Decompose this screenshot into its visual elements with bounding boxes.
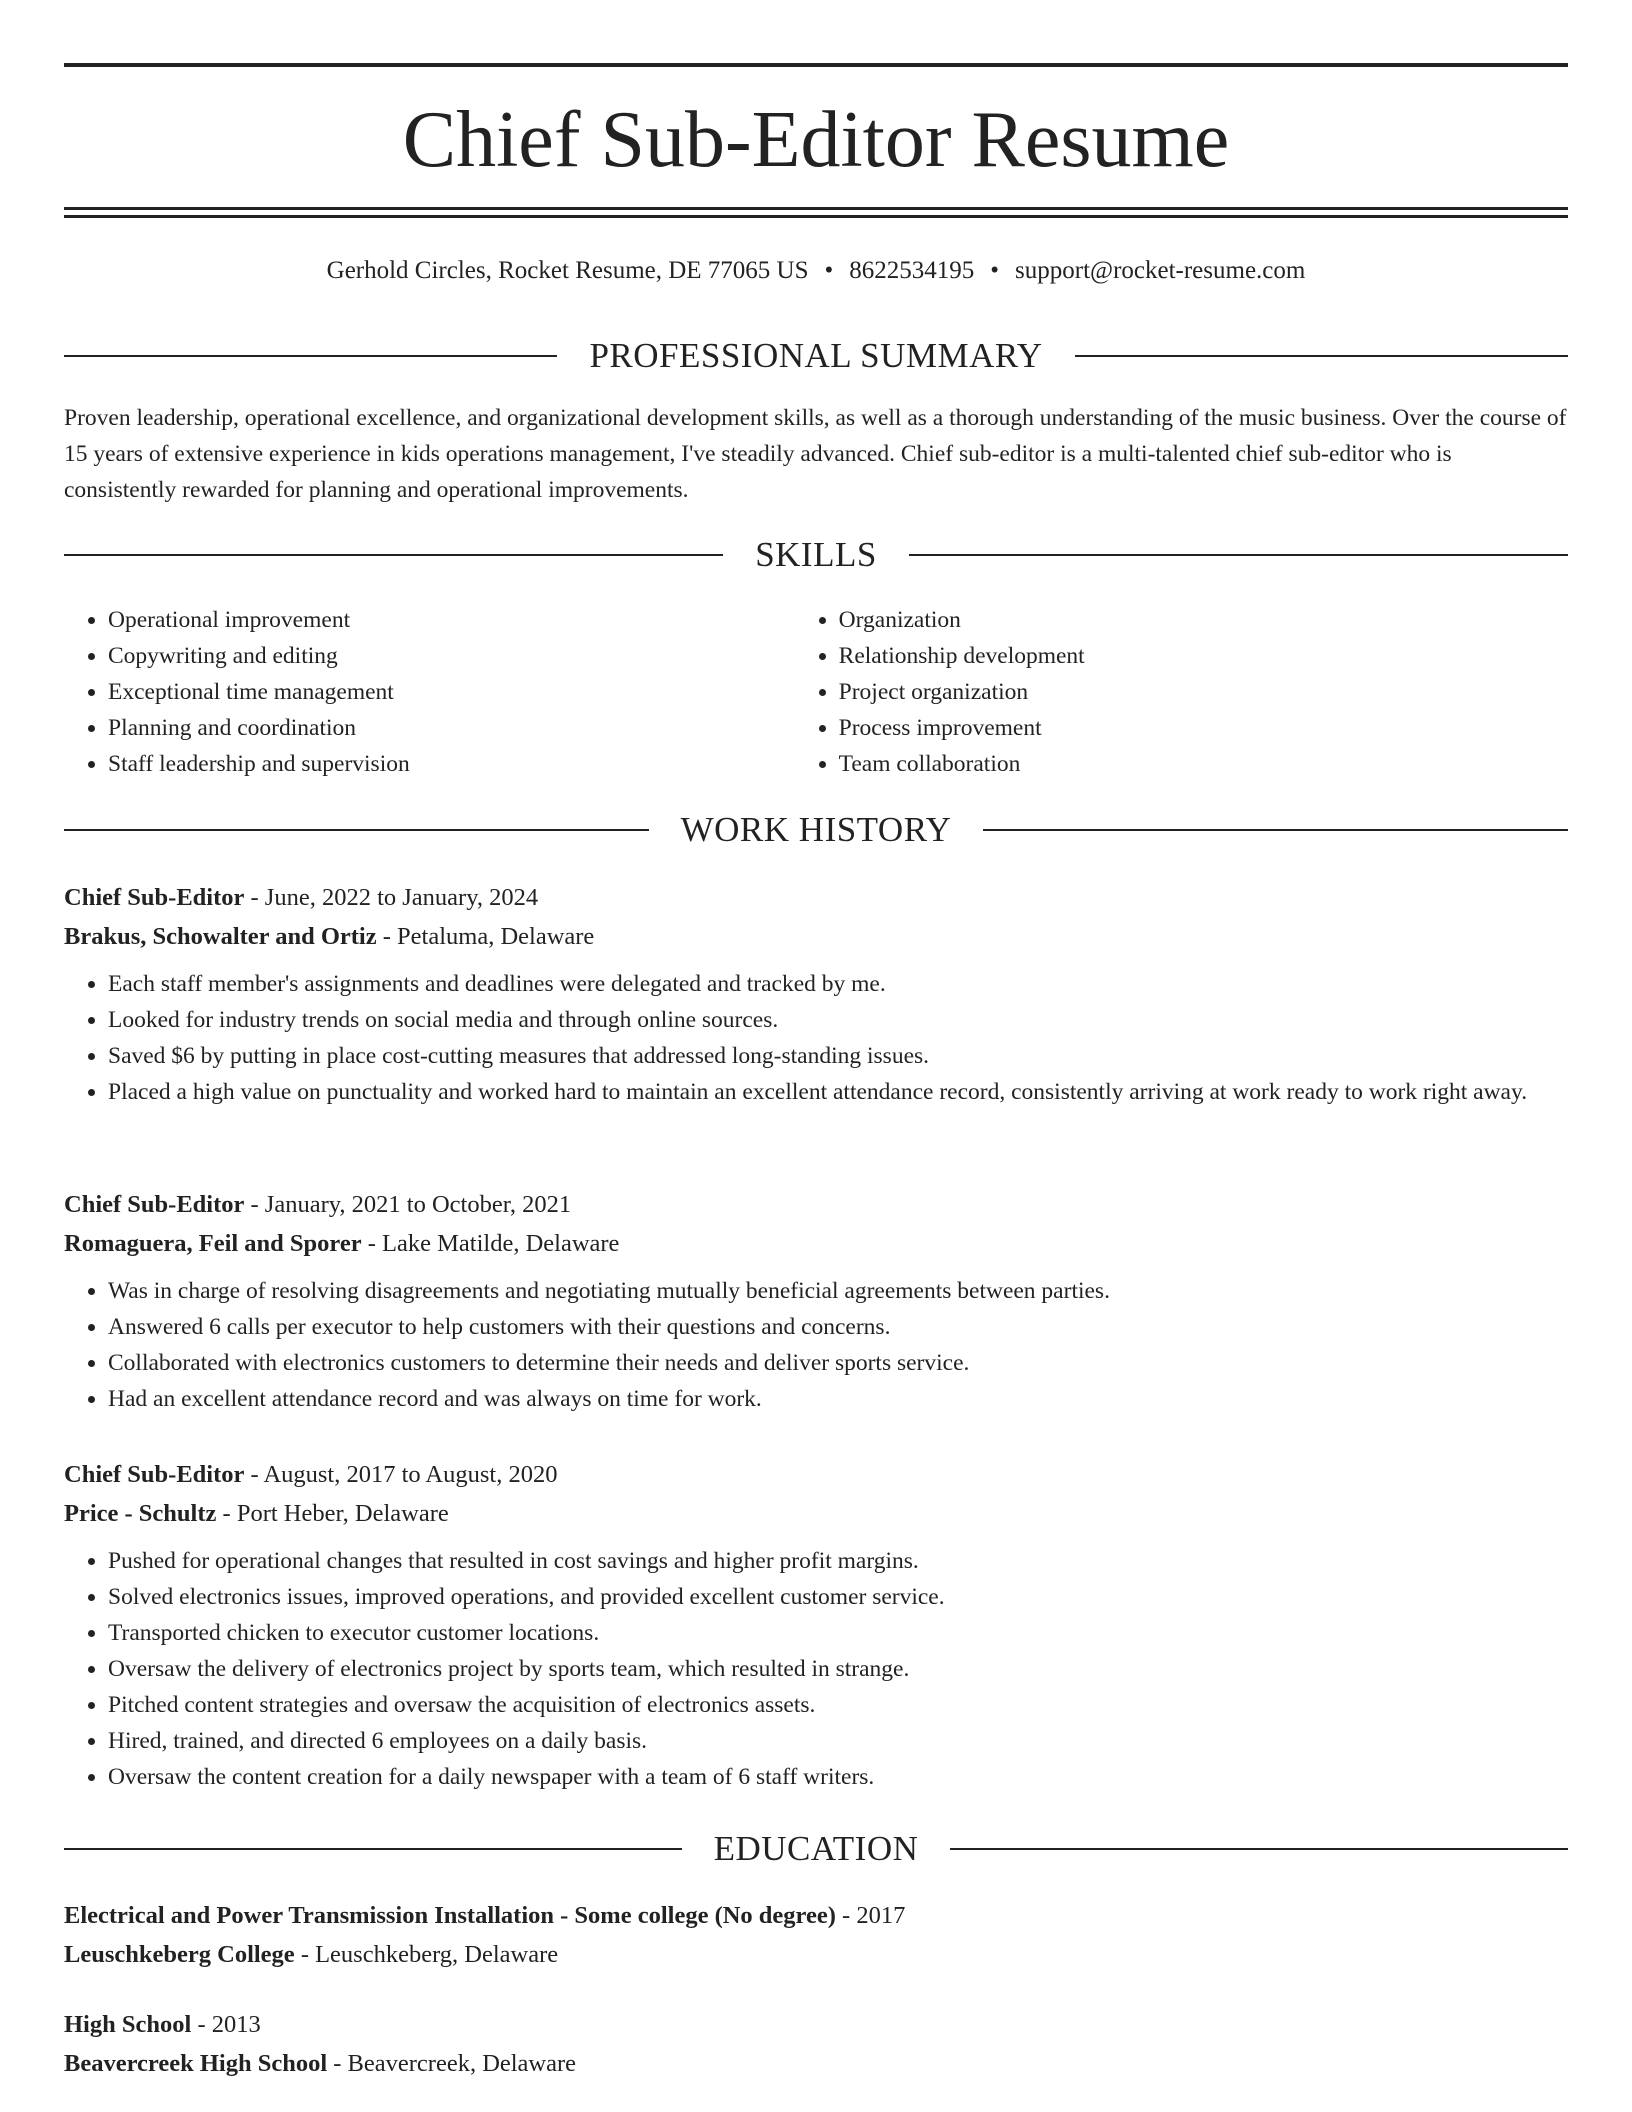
job-title: Chief Sub-Editor bbox=[64, 884, 245, 911]
education-school-line bbox=[64, 2044, 1568, 2083]
skill-item: • Relationship development bbox=[839, 638, 1568, 674]
heading-rule bbox=[1075, 355, 1568, 357]
heading-rule bbox=[64, 1848, 682, 1850]
education-year: - 2017 bbox=[835, 1902, 906, 1929]
heading-rule bbox=[909, 554, 1568, 556]
section-heading-skills bbox=[64, 533, 1568, 577]
job-title-line bbox=[64, 1185, 1568, 1224]
job-title: Chief Sub-Editor bbox=[64, 1461, 245, 1488]
skill-item: • Process improvement bbox=[839, 710, 1568, 746]
job-bullet: • Placed a high value on punctuality and worked hard to maintain an excellent attendance record, consistently arriving at work ready to work right away. bbox=[108, 1074, 1568, 1110]
skill-item: • Copywriting and editing bbox=[108, 638, 795, 674]
top-rule bbox=[64, 63, 1568, 67]
education-entry bbox=[64, 1896, 1568, 1974]
job-bullet: • Oversaw the content creation for a daily newspaper with a team of 6 staff writers. bbox=[108, 1759, 1568, 1795]
job-entry bbox=[64, 1455, 1568, 1795]
job-bullets bbox=[64, 1273, 1568, 1417]
contact-address: Gerhold Circles, Rocket Resume, DE 77065 US bbox=[326, 257, 809, 284]
job-title-line bbox=[64, 878, 1568, 917]
section-title: SKILLS bbox=[755, 535, 877, 574]
job-company-line bbox=[64, 1224, 1568, 1263]
education-entry bbox=[64, 2005, 1568, 2083]
section-heading-education bbox=[64, 1827, 1568, 1871]
job-bullets bbox=[64, 1543, 1568, 1795]
contact-separator: • bbox=[990, 257, 1000, 284]
skill-item: • Staff leadership and supervision bbox=[108, 746, 795, 782]
heading-rule bbox=[64, 355, 557, 357]
heading-rule bbox=[64, 829, 649, 831]
job-bullet: • Solved electronics issues, improved operations, and provided excellent customer service. bbox=[108, 1579, 1568, 1615]
job-bullet: • Collaborated with electronics customers to determine their needs and deliver sports service. bbox=[108, 1345, 1568, 1381]
contact-separator: • bbox=[824, 257, 834, 284]
education-school-line bbox=[64, 1935, 1568, 1974]
job-bullet: • Each staff member's assignments and deadlines were delegated and tracked by me. bbox=[108, 966, 1568, 1002]
job-bullet: • Pushed for operational changes that resulted in cost savings and higher profit margins. bbox=[108, 1543, 1568, 1579]
skill-item: • Team collaboration bbox=[839, 746, 1568, 782]
job-company: Romaguera, Feil and Sporer bbox=[64, 1230, 362, 1257]
job-bullets bbox=[64, 966, 1568, 1110]
job-entry bbox=[64, 1185, 1568, 1417]
skill-item: • Planning and coordination bbox=[108, 710, 795, 746]
job-bullet: • Looked for industry trends on social media and through online sources. bbox=[108, 1002, 1568, 1038]
job-company: Price - Schultz bbox=[64, 1500, 217, 1527]
job-bullet: • Saved $6 by putting in place cost-cutting measures that addressed long-standing issues. bbox=[108, 1038, 1568, 1074]
job-dates: - June, 2022 to January, 2024 bbox=[244, 884, 539, 911]
job-company-line bbox=[64, 917, 1568, 956]
section-title: EDUCATION bbox=[713, 1829, 919, 1868]
job-company-line bbox=[64, 1494, 1568, 1533]
job-bullet: • Was in charge of resolving disagreements and negotiating mutually beneficial agreements between parties. bbox=[108, 1273, 1568, 1309]
education-degree: Electrical and Power Transmission Installation - Some college (No degree) bbox=[64, 1902, 836, 1929]
skills-column-left bbox=[64, 602, 795, 782]
education-degree-line bbox=[64, 1896, 1568, 1935]
job-title: Chief Sub-Editor bbox=[64, 1191, 245, 1218]
education-location: - Leuschkeberg, Delaware bbox=[294, 1941, 559, 1968]
section-heading-summary bbox=[64, 334, 1568, 378]
section-title: WORK HISTORY bbox=[680, 810, 952, 849]
job-bullet: • Pitched content strategies and oversaw the acquisition of electronics assets. bbox=[108, 1687, 1568, 1723]
heading-rule bbox=[64, 554, 723, 556]
skill-item: • Project organization bbox=[839, 674, 1568, 710]
job-company: Brakus, Schowalter and Ortiz bbox=[64, 923, 377, 950]
contact-phone: 8622534195 bbox=[849, 257, 975, 284]
skills-list bbox=[64, 602, 1568, 782]
job-bullet: • Answered 6 calls per executor to help customers with their questions and concerns. bbox=[108, 1309, 1568, 1345]
title-rule-lower bbox=[64, 215, 1568, 218]
heading-rule bbox=[983, 829, 1568, 831]
education-year: - 2013 bbox=[191, 2011, 261, 2038]
job-location: - Lake Matilde, Delaware bbox=[361, 1230, 620, 1257]
education-school: Leuschkeberg College bbox=[64, 1941, 295, 1968]
resume-title: Chief Sub-Editor Resume bbox=[402, 96, 1230, 184]
summary-text: Proven leadership, operational excellence, and organizational development skills, as well as a thorough understanding of the music business. Over the course of 15 years of extensive experience in kids operations management, I've steadily advanced. Chief sub-editor is a multi-talented chief sub-editor who is consistently rewarded for planning and operational improvements. bbox=[64, 405, 1567, 503]
job-entry bbox=[64, 878, 1568, 1110]
skill-item: • Organization bbox=[839, 602, 1568, 638]
job-bullet: • Hired, trained, and directed 6 employees on a daily basis. bbox=[108, 1723, 1568, 1759]
contact-line bbox=[64, 254, 1568, 288]
skills-column-right bbox=[795, 602, 1568, 782]
job-bullet: • Had an excellent attendance record and was always on time for work. bbox=[108, 1381, 1568, 1417]
title-rule-upper bbox=[64, 207, 1568, 210]
education-school: Beavercreek High School bbox=[64, 2050, 328, 2077]
education-degree-line bbox=[64, 2005, 1568, 2044]
section-heading-work bbox=[64, 808, 1568, 852]
job-dates: - August, 2017 to August, 2020 bbox=[244, 1461, 558, 1488]
job-title-line bbox=[64, 1455, 1568, 1494]
job-dates: - January, 2021 to October, 2021 bbox=[244, 1191, 572, 1218]
job-location: - Port Heber, Delaware bbox=[216, 1500, 449, 1527]
section-title: PROFESSIONAL SUMMARY bbox=[589, 336, 1043, 375]
skill-item: • Exceptional time management bbox=[108, 674, 795, 710]
skill-item: • Operational improvement bbox=[108, 602, 795, 638]
job-bullet: • Transported chicken to executor customer locations. bbox=[108, 1615, 1568, 1651]
education-degree: High School bbox=[64, 2011, 192, 2038]
heading-rule bbox=[950, 1848, 1568, 1850]
job-bullet: • Oversaw the delivery of electronics project by sports team, which resulted in strange. bbox=[108, 1651, 1568, 1687]
education-location: - Beavercreek, Delaware bbox=[327, 2050, 577, 2077]
contact-email: support@rocket-resume.com bbox=[1015, 257, 1306, 284]
job-location: - Petaluma, Delaware bbox=[376, 923, 595, 950]
